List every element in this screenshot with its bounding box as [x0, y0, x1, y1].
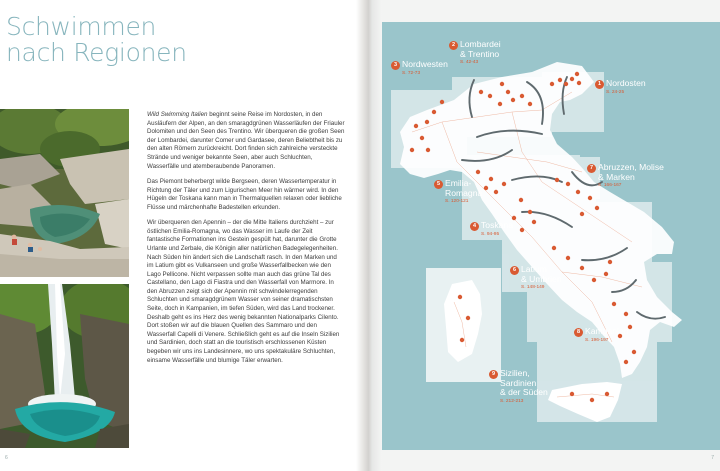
region-name: Nordwesten	[402, 59, 448, 69]
region-number-badge: 3	[391, 61, 400, 70]
region-name-line-2: & Umbrien	[521, 273, 562, 284]
region-pages: S. 72-73	[402, 70, 421, 76]
region-name-line-2: Romagna	[445, 187, 483, 198]
region-pages: S. 24-25	[606, 89, 625, 95]
region-label-sizilien-sardinien-sueden[interactable]	[489, 369, 548, 405]
region-number-badge: 5	[434, 180, 443, 189]
region-name: Abruzzen, Molise	[598, 162, 664, 172]
region-pages: S. 212-213	[500, 398, 524, 404]
region-label-nordwesten[interactable]	[391, 60, 448, 77]
italy-map	[382, 22, 720, 450]
chapter-title-line-2: nach Regionen	[6, 38, 187, 67]
region-number-badge: 2	[449, 41, 458, 50]
region-name: Lombardei	[460, 39, 501, 49]
photo-river-gorge	[0, 109, 129, 277]
chapter-title	[6, 14, 187, 66]
region-pages: S. 166-167	[598, 183, 622, 189]
photo-waterfall	[0, 284, 129, 448]
region-name-line-3: & der Süden	[500, 387, 548, 398]
region-number-badge: 4	[470, 222, 479, 231]
region-number-badge: 7	[587, 164, 596, 173]
region-name: Emilia-	[445, 178, 472, 188]
page-number-right: 7	[711, 455, 714, 461]
body-text	[147, 111, 345, 372]
italy-map-graphic	[382, 22, 720, 450]
region-name: Toskana	[481, 220, 514, 230]
region-pages: S. 120-121	[445, 199, 469, 205]
right-page	[382, 0, 720, 471]
region-name-line-2: & Trentino	[460, 48, 500, 59]
region-number-badge: 6	[510, 266, 519, 275]
region-name: Sizilien,	[500, 368, 530, 378]
region-label-lombardei-trentino[interactable]	[449, 40, 501, 66]
region-name: Kampanien	[585, 326, 629, 336]
region-number-badge: 1	[595, 80, 604, 89]
book-title: Wild Swimming Italien	[147, 111, 208, 118]
paragraph-1-text: beginnt seine Reise im Nordosten, in den Ausläufern der Alpen, an den smaragdgrünen Wasserläufen der Friauler Dolomiten und den Seen des Trentino. Wir überqueren die großen Seen der Lombardei, darunter Comer und Gardasee, deren Beliebtheit bis zu den alten Römern zurückreicht. Dort finden sich zahlreiche versteckte Strände und weniger bekannte Seen, aber auch Schluchten, Wasserfälle und atemberaubende Panoramen.	[147, 111, 345, 170]
paragraph-3: Wir überqueren den Apennin – der die Mitte Italiens durchzieht – zur östlichen Emilia-Romagna, wo das Wasser im Laufe der Zeit fantastische Formationen ins Gestein gespült hat, darunter die Grotte Urlante und Zerbale, die Königin aller natürlichen Badegelegenheiten. Nach Süden hin ändert sich die Landschaft rasch. In den Marken und im Latium gibt es Vulkanseen und große Wasserfallbecken wie den Lago Pellicone. Nicht verpassen sollte man auch das grüne Tal des Castellano, den Lago di Fiastra und den Wasserfall von Marmore. In den Abruzzen zeigt sich der Apennin mit schwindelerregenden Schluchten und smaragdgrünem Wasser von seiner dramatischsten Seite, doch in Kampanien, im tiefen Süden, wird das Land trockener. Deshalb geht es ins Herz des wenig bekannten Nationalparks Cilento. Dort stoßen wir auf die blauen Quellen des Sammaro und den Wasserfall Capelli di Venere. Schließlich geht es auf die Inseln Sizilien und Sardinien, doch statt an die touristisch erschlossenen Küsten begeben wir uns ins Landesinnere, wo uns spektakuläre Schluchten, einsame Wasserfälle und blumige Täler erwarten.	[147, 219, 340, 364]
chapter-title-line-1: Schwimmen	[6, 12, 157, 41]
region-label-nordosten[interactable]	[595, 79, 646, 96]
region-name: Latium	[521, 264, 547, 274]
region-pages: S. 94-95	[481, 231, 500, 237]
region-name-line-2: & Marken	[598, 171, 635, 182]
region-number-badge: 9	[489, 370, 498, 379]
page-number-left: 6	[5, 455, 8, 461]
region-name: Nordosten	[606, 78, 646, 88]
paragraph-1	[147, 111, 345, 171]
region-pages: S. 42-43	[460, 60, 479, 66]
region-label-abruzzen-molise-marken[interactable]	[587, 163, 664, 189]
region-label-emilia-romagna[interactable]	[434, 179, 482, 205]
region-label-kampanien[interactable]	[574, 327, 628, 344]
region-pages: S. 196-197	[585, 337, 609, 343]
book-gutter	[356, 0, 382, 471]
region-name-line-2: Sardinien	[500, 377, 537, 388]
paragraph-2: Das Piemont beherbergt wilde Bergseen, deren Wassertemperatur in Richtung der Täler und zum Ligurischen Meer hin wärmer wird. In den Hügeln der Toskana kann man in Thermalquellen relaxen oder liebliche Flüsse und märchenhafte Badestellen erkunden.	[147, 177, 342, 211]
region-label-latium-umbrien[interactable]	[510, 265, 562, 291]
region-number-badge: 8	[574, 328, 583, 337]
region-pages: S. 148-149	[521, 285, 545, 291]
region-label-toskana[interactable]	[470, 221, 513, 238]
